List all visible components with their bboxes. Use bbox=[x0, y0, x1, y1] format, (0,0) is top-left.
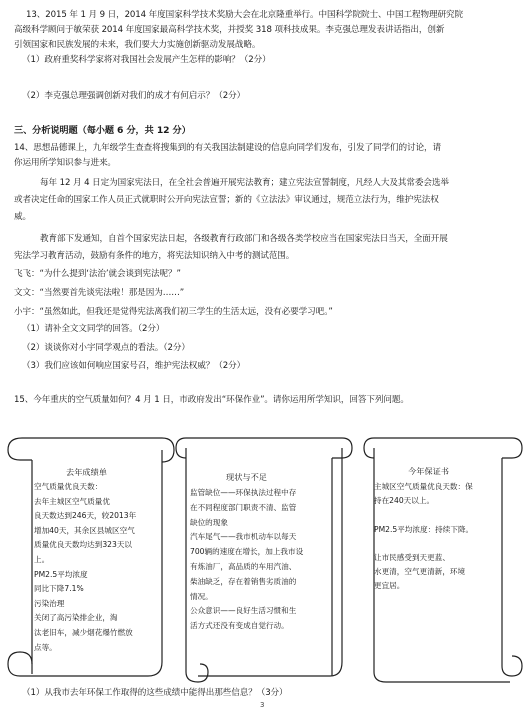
q14-paragraph-1-line-1: 每年 12 月 4 日定为国家宪法日，在全社会普遍开展宪法教育；建立宪法宣誓制度，凡经人大及其常委会选举 bbox=[40, 178, 449, 188]
scroll-1-line: 点等。 bbox=[34, 642, 57, 652]
q14-stem-line-2: 你运用所学知识参与进来。 bbox=[14, 158, 116, 168]
section-3-title: 三、分析说明题（每小题 6 分，共 12 分） bbox=[14, 125, 191, 136]
scroll-3-line: 让市民感受到天更蓝、 bbox=[374, 553, 450, 562]
scroll-1-line: 良天数达到246天，较2013年 bbox=[34, 511, 137, 521]
scroll-1-line: 空气质量优良天数： bbox=[34, 482, 103, 491]
q14-dialogue-wenwen: 文文：“当然要首先谈宪法啦！那是因为……” bbox=[14, 288, 185, 298]
scroll-2-line: 有炼油厂，高品质的车用汽油、 bbox=[190, 562, 297, 571]
scroll-1-line: 质量优良天数均达到323天以 bbox=[34, 540, 133, 550]
page-number: 3 bbox=[260, 701, 265, 709]
scroll-1-frame-decoration bbox=[2, 426, 180, 688]
q14-paragraph-2-line-1: 教育部下发通知，自首个国家宪法日起，各级教育行政部门和各级各类学校应当在国家宪法日当天，全面开展 bbox=[40, 234, 448, 244]
scroll-3-line: 更宜居。 bbox=[374, 581, 405, 591]
scroll-3-line: 持在240天以上。 bbox=[374, 496, 435, 506]
scroll-3-line: PM2.5平均浓度：持续下降。 bbox=[374, 524, 474, 534]
scroll-2-line: 缺位的现象 bbox=[190, 517, 228, 527]
q14-dialogue-xiaoyu: 小宇：“虽然如此，但我还是觉得宪法离我们初三学生的生活太远，没有必要学习吧。” bbox=[14, 307, 333, 317]
scroll-3-line: 主城区空气质量优良天数：保 bbox=[374, 482, 473, 491]
q14-paragraph-1-line-3: 威。 bbox=[14, 212, 31, 222]
q14-stem-line-1: 14、思想品德课上，九年级学生查查将搜集到的有关我国法制建设的信息向同学们发布，引发了同学们的讨论，请 bbox=[14, 143, 441, 153]
q15-stem: 15、今年重庆的空气质量如何？4 月 1 日，市政府发出“环保作业”。请你运用所学知识，回答下列问题。 bbox=[14, 395, 409, 405]
scroll-1-title: 去年成绩单 bbox=[66, 467, 107, 477]
q13-sub-question-1: （1）政府重奖科学家将对我国社会发展产生怎样的影响？（2分） bbox=[22, 55, 271, 65]
q14-sub-question-3: （3）我们应该如何响应国家号召，维护宪法权威？（2分） bbox=[22, 361, 246, 371]
scroll-1-line: 上。 bbox=[34, 555, 50, 564]
q14-paragraph-1-line-2: 或者决定任命的国家工作人员正式就职时公开向宪法宣誓；新的《立法法》审议通过，规范立法行为，维护宪法权 bbox=[14, 195, 439, 205]
q14-sub-question-1: （1）请补全文文同学的回答。（2分） bbox=[22, 324, 165, 334]
q14-paragraph-2-line-2: 宪法学习教育活动，鼓励有条件的地方，将宪法知识纳入中考的测试范围。 bbox=[14, 251, 295, 261]
scroll-2-line: 公众意识——良好生活习惯和生 bbox=[190, 606, 297, 616]
q13-stem-line-3: 引领国家和民族发展的未来，我们要大力实施创新驱动发展战略。 bbox=[14, 40, 261, 50]
q15-sub-question-1: （1）从我市去年环保工作取得的这些成绩中能得出那些信息？（3分） bbox=[22, 688, 288, 698]
scroll-2-line: 汽车尾气——我市机动车以每天 bbox=[190, 532, 297, 542]
scroll-3-title: 今年保证书 bbox=[408, 466, 449, 476]
scroll-1-line: 关闭了高污染排企业，淘 bbox=[34, 613, 118, 623]
q13-stem-line-2: 高级科学顾问于敏荣获 2014 年度国家最高科学技术奖，并授奖 318 项科技成果。李克强总理发表讲话指出，创新 bbox=[14, 25, 445, 35]
scroll-3-line: 水更清，空气更清新，环境 bbox=[374, 567, 466, 577]
scroll-2-line: 监管缺位——环保执法过程中存 bbox=[190, 488, 297, 497]
q13-sub-question-2: （2）李克强总理强调创新对我们的成才有何启示？（2分） bbox=[22, 91, 246, 101]
q13-stem-line-1: 13、2015 年 1 月 9 日，2014 年度国家科学技术奖励大会在北京隆重举行。中国科学院院士、中国工程物理研究院 bbox=[26, 10, 463, 20]
scroll-1-line: 去年主城区空气质量优 bbox=[34, 496, 110, 506]
q14-dialogue-feifei: 飞飞：“为什么提到‘法治’就会谈到宪法呢？” bbox=[14, 269, 181, 279]
scroll-2-line: 700辆的速度在增长，加上我市设 bbox=[190, 547, 304, 557]
scroll-2-line: 在不同程度部门职责不清、监管 bbox=[190, 502, 297, 512]
scroll-1-line: 增加40天，其余区县城区空气 bbox=[34, 525, 135, 535]
q14-sub-question-2: （2）谈谈你对小宇同学观点的看法。（2分） bbox=[22, 343, 190, 353]
scroll-1-line: 同比下降7.1% bbox=[34, 584, 84, 594]
scroll-1-line: PM2.5平均浓度 bbox=[34, 569, 88, 579]
scroll-2-line: 活方式还没有变成自觉行动。 bbox=[190, 621, 289, 631]
scroll-2-line: 情况。 bbox=[190, 591, 213, 601]
scroll-2-title: 现状与不足 bbox=[226, 472, 267, 482]
scroll-1-line: 污染治理 bbox=[34, 598, 65, 608]
scroll-1-line: 汰老旧车，减少烟花爆竹燃放 bbox=[34, 628, 133, 637]
scroll-2-line: 柴油缺乏，存在着销售劣质油的 bbox=[190, 576, 297, 586]
